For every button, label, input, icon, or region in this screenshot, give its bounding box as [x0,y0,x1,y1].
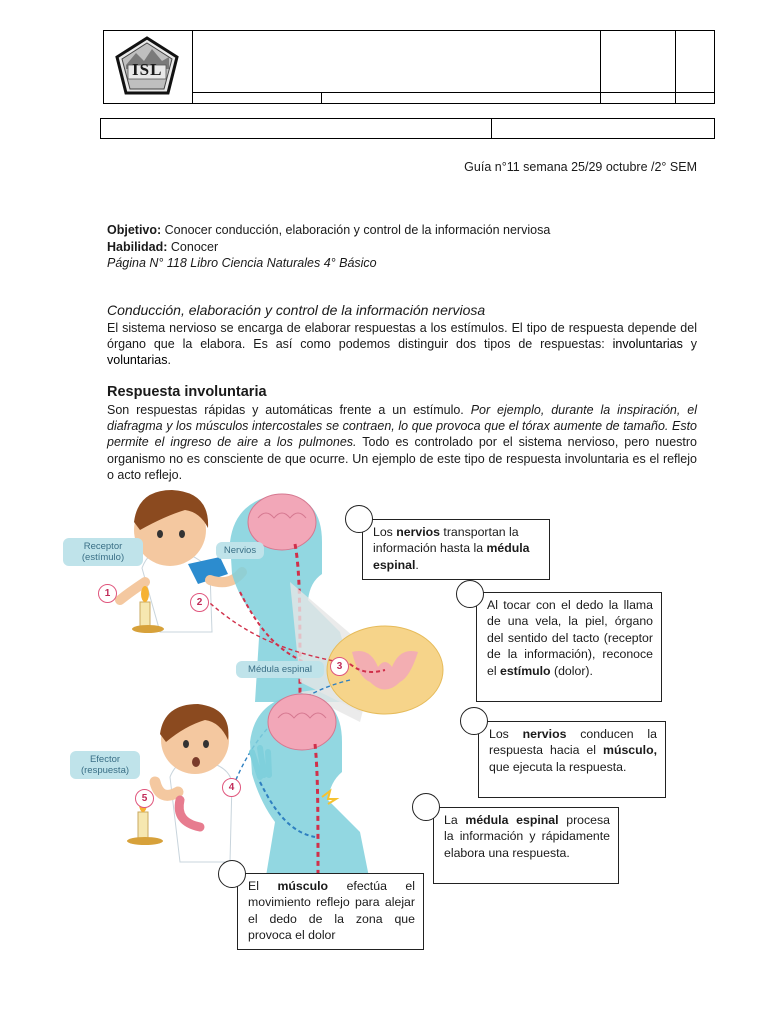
callout-muscle [237,873,424,950]
header-table [103,30,715,104]
skill-line [107,240,218,254]
boy-bottom [155,704,232,862]
c3-a: Los [489,727,523,741]
header-divider [321,92,322,103]
inv-text-2: Todo es controlado por el sistema nervioso, pero nuestro organismo no es consciente de que ocurre. Un ejemplo de este tipo de respuesta involuntaria es el reflejo o acto reflejo. [107,435,697,482]
callout-spinal-cord [433,807,619,884]
callout-nerves-transport [362,519,550,580]
answer-circle [456,580,484,608]
step-3-badge: 3 [330,657,349,676]
answer-circle [345,505,373,533]
c2-c: (dolor). [550,663,593,678]
c3-c: conducen la respuesta hacia el [489,727,657,758]
answer-circle [412,793,440,821]
c1-b: nervios [396,525,440,539]
logo-text: ISL [132,60,163,79]
step-5-badge: 5 [135,789,154,808]
c1-d: médula espinal [373,541,530,572]
answer-circle [460,707,488,735]
term-involuntarias: involuntarias [612,337,683,352]
step-2-badge: 2 [190,593,209,612]
c5-c: efectúa el movimiento reflejo para alejar el dedo de la zona que provoca el dolor [248,879,415,943]
section-title: Conducción, elaboración y control de la información nerviosa [107,302,486,318]
c1-e: . [415,557,419,572]
nervios-label: Nervios [216,542,264,559]
conj-text: y [682,337,697,352]
objective-line [107,223,550,237]
receptor-label: Receptor (estímulo) [63,538,143,566]
c1-c: transportan la información hasta la [373,525,519,556]
c5-a: El [248,879,278,893]
efector-label: Efector (respuesta) [70,751,140,779]
step-4-badge: 4 [222,778,241,797]
c4-c: procesa la información y rápidamente elabora una respuesta. [444,813,610,860]
info-divider [491,119,492,138]
intro-text: El sistema nervioso se encarga de elaborar respuestas a los estímulos. El tipo de respuesta depende del órgano que la elabora. Es así como podemos distinguir dos tipos de respuestas: [107,321,697,352]
medula-label: Médula espinal [236,661,324,678]
c3-d: músculo, [603,743,657,758]
info-row [100,118,715,139]
inv-text-1: Son respuestas rápidas y automáticas frente a un estímulo. [107,403,471,417]
end-text: . [167,353,171,368]
step-1-badge: 1 [98,584,117,603]
skill-label: Habilidad: [107,240,168,254]
intro-paragraph [107,320,697,369]
skill-text: Conocer [167,240,219,254]
answer-circle [218,860,246,888]
c4-b: médula espinal [465,813,559,827]
c5-b: músculo [277,879,329,893]
objective-text: Conocer conducción, elaboración y control de la información nerviosa [161,223,551,237]
inv-italic: Por ejemplo, durante la inspiración, el diafragma y los músculos intercostales se contraen, lo que provoca que el tórax aumente de tamaño. Esto permite el ingreso de aire a los pulmones. [107,403,697,450]
c2-b: estímulo [500,663,551,678]
guide-line: Guía n°11 semana 25/29 octubre /2° SEM [464,160,697,174]
c3-e: que ejecuta la respuesta. [489,759,627,774]
callout-nerves-conduct [478,721,666,798]
c3-b: nervios [522,727,567,741]
blue-figure-bottom [250,694,370,882]
callout-skin-stimulus [476,592,662,702]
c1-a: Los [373,525,397,539]
c4-a: La [444,813,466,827]
involuntary-paragraph [107,402,697,483]
objective-label: Objetivo: [107,223,162,237]
term-voluntarias: voluntarias [107,353,168,368]
involuntary-heading: Respuesta involuntaria [107,384,267,400]
header-divider [192,92,714,93]
c2-a: Al tocar con el dedo la llama de una vela, la piel, órgano del sentido del tacto (receptor de la información), reconoce el [487,598,653,678]
page-reference: Página N° 118 Libro Ciencia Naturales 4° Básico [107,256,377,270]
